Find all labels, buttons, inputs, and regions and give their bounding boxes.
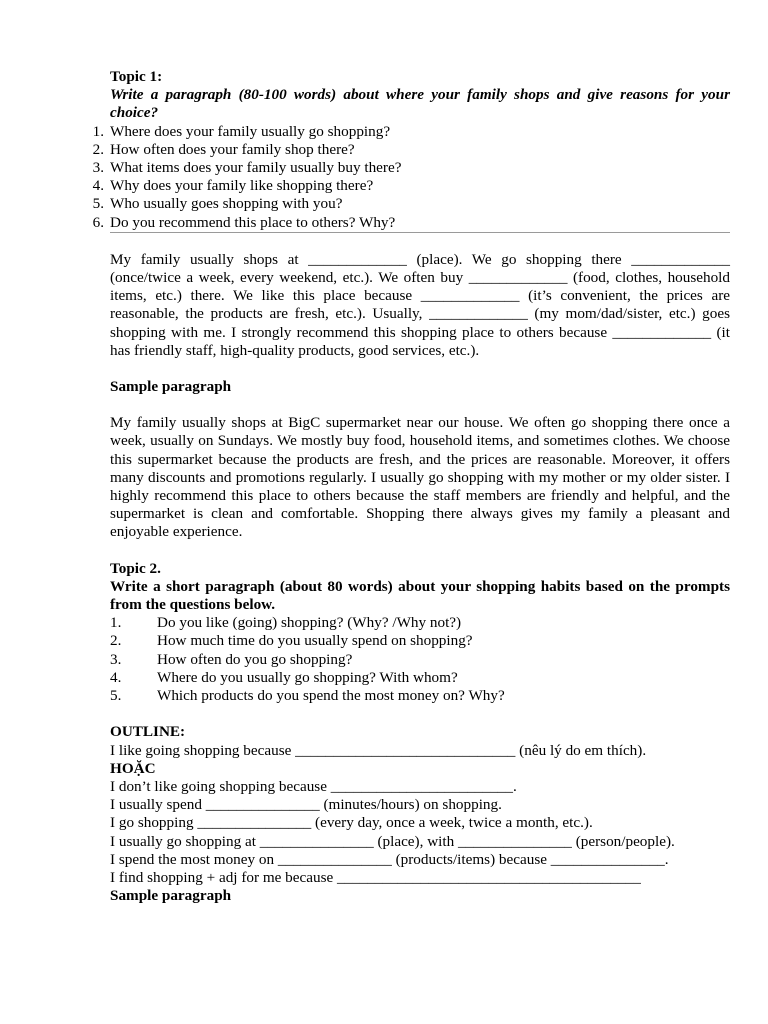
outline-line: I spend the most money on _______________ (products/items) because _______________. (110, 850, 669, 868)
outline-heading: OUTLINE: (110, 723, 186, 741)
list-item: 5. Who usually goes shopping with you? (92, 195, 343, 213)
outline-alternative-label: HOẶC (110, 759, 156, 777)
outline-line: I usually go shopping at _______________ (place), with _______________ (person/people). (110, 832, 675, 850)
outline-line: I like going shopping because _____________________________ (nêu lý do em thích). (110, 741, 647, 759)
outline-line: I usually spend _______________ (minutes/hours) on shopping. (110, 796, 502, 814)
topic2-question-list (110, 614, 730, 705)
list-item: 2. How often does your family shop there? (92, 140, 355, 158)
list-item: 2. How much time do you usually spend on shopping? (110, 632, 473, 650)
topic2-sample-heading: Sample paragraph (110, 887, 232, 905)
list-item: 1. Do you like (going) shopping? (Why? /Why not?) (110, 614, 462, 632)
topic1-instruction: Write a paragraph (80-100 words) about where your family shops and give reasons for your choice? (110, 86, 730, 122)
topic1-template-paragraph: My family usually shops at _____________ (place). We go shopping there _____________ (once/twice a week, every weekend, etc.). We often buy _____________ (food, clothes, household items, etc.) there. We like this place because _____________ (it’s convenient, the prices are reasonable, the products are fresh, etc.). Usually, _____________ (my mom/dad/sister, etc.) goes shopping with me. I strongly recommend this shopping place to others because _____________ (it has friendly staff, high-quality products, good services, etc.). (110, 250, 730, 359)
outline-line: I find shopping + adj for me because ________________________________________ (110, 868, 641, 886)
list-item: 3. How often do you go shopping? (110, 650, 353, 668)
list-item: 1. Where does your family usually go shopping? (92, 122, 391, 140)
topic1-sample-heading: Sample paragraph (110, 378, 232, 396)
list-item: 5. Which products do you spend the most money on? Why? (110, 687, 505, 705)
list-item: 3. What items does your family usually buy there? (92, 159, 402, 177)
outline-line: I don’t like going shopping because ________________________. (110, 777, 517, 795)
topic2-instruction: Write a short paragraph (about 80 words) about your shopping habits based on the prompts from the questions below. (110, 577, 730, 614)
outline-line: I go shopping _______________ (every day, once a week, twice a month, etc.). (110, 814, 593, 832)
topic1-sample-paragraph: My family usually shops at BigC supermarket near our house. We often go shopping there once a week, usually on Sundays. We mostly buy food, household items, and sometimes clothes. We choose this supermarket because the products are fresh, and the prices are reasonable. Moreover, it offers many discounts and promotions regularly. I usually go shopping with my mother or my older sister. I highly recommend this place to others because the staff members are friendly and helpful, and the supermarket is clean and comfortable. Shopping there always gives my family a pleasant and enjoyable experience. (110, 414, 730, 541)
list-item: 4. Where do you usually go shopping? With whom? (110, 668, 458, 686)
list-item: 4. Why does your family like shopping there? (92, 177, 374, 195)
list-item: 6. Do you recommend this place to others? Why? (110, 214, 730, 233)
topic1-question-list (92, 122, 730, 233)
topic1-title: Topic 1: (110, 68, 163, 85)
document-page (92, 68, 730, 905)
topic2-title: Topic 2. (110, 559, 161, 577)
